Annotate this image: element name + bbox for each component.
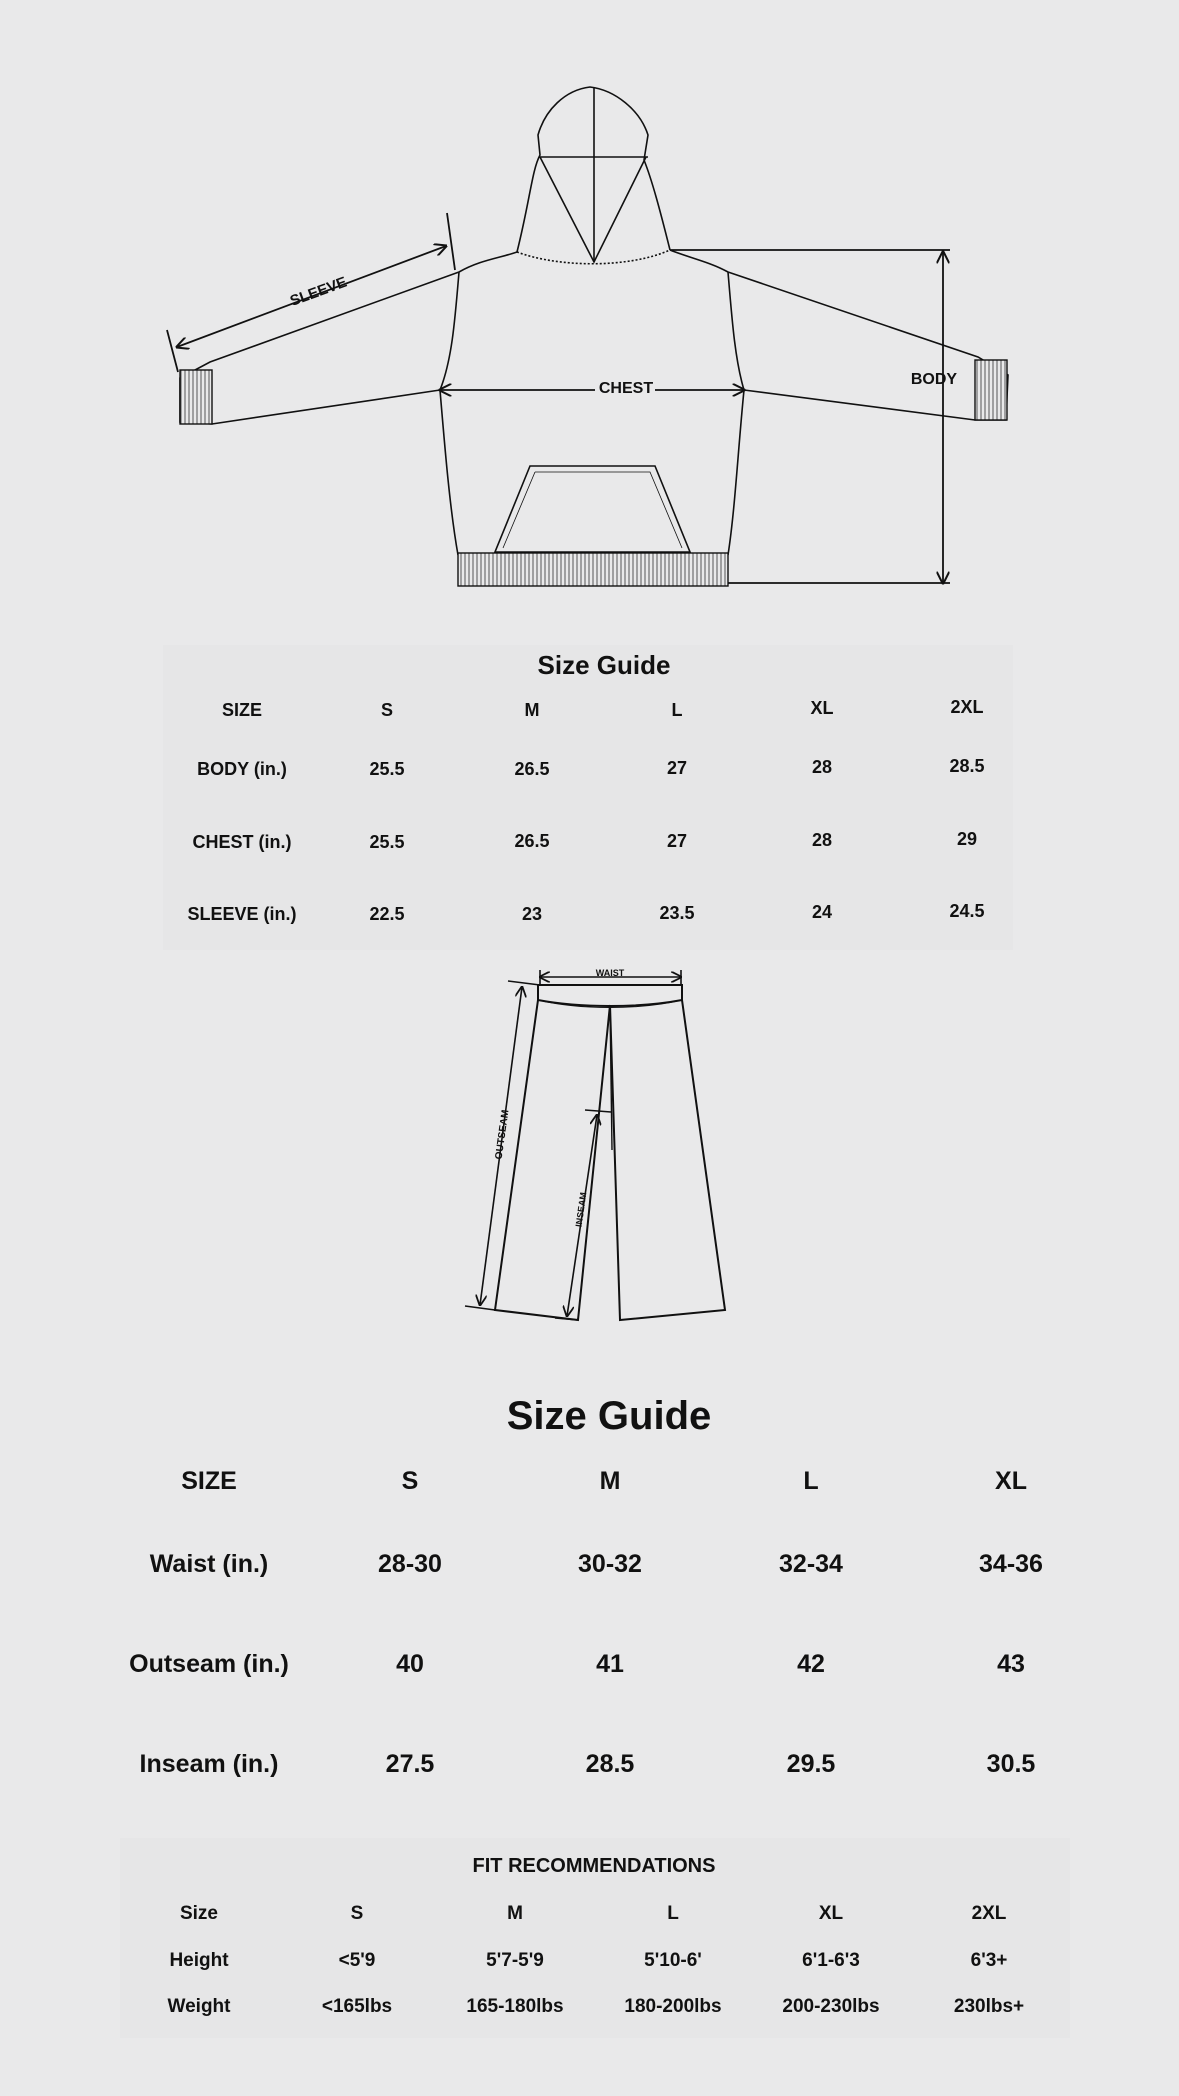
hoodie-diagram <box>0 0 1179 620</box>
table-cell: 230lbs+ <box>953 1996 1025 2017</box>
pants-diagram <box>0 960 1179 1330</box>
table-cell: 41 <box>596 1650 624 1678</box>
table-cell: 26.5 <box>514 759 550 779</box>
table-cell: 28 <box>811 757 833 777</box>
table-cell: 6'1-6'3 <box>802 1950 860 1971</box>
right-sleeve <box>728 272 1008 420</box>
table-row-label: Weight <box>167 1996 231 2017</box>
table-row-label: BODY (in.) <box>197 759 287 779</box>
table-cell: 165-180lbs <box>466 1996 564 2017</box>
table-header-cell: SIZE <box>181 1467 237 1495</box>
table-cell: 5'10-6' <box>644 1950 702 1971</box>
table-header-cell: S <box>350 1903 364 1924</box>
pants-outline <box>538 985 682 1006</box>
table-row-label: Inseam (in.) <box>139 1750 279 1778</box>
table-cell: 26.5 <box>514 831 550 851</box>
table-cell: 27.5 <box>385 1750 435 1778</box>
table-row-label: Height <box>169 1950 229 1971</box>
table-row-label: SLEEVE (in.) <box>187 904 297 924</box>
table-row-label: CHEST (in.) <box>192 832 292 852</box>
table-header-cell: S <box>401 1467 419 1495</box>
right-cuff <box>975 360 1007 420</box>
table-cell: 24 <box>811 902 833 922</box>
table-header-cell: L <box>803 1467 819 1495</box>
table-cell: 22.5 <box>369 904 405 924</box>
table-header-cell: 2XL <box>950 697 984 717</box>
table-cell: 28.5 <box>949 756 985 776</box>
chest-label: CHEST <box>598 380 654 397</box>
table-cell: 23 <box>521 904 543 924</box>
table-cell: 28.5 <box>585 1750 635 1778</box>
table-cell: 28-30 <box>378 1550 442 1578</box>
table-header-cell: XL <box>810 698 834 718</box>
hoodie-body <box>440 250 744 555</box>
table-cell: 6'3+ <box>970 1950 1008 1971</box>
table-cell: 24.5 <box>949 901 985 921</box>
table-row-label: Outseam (in.) <box>129 1650 289 1678</box>
table-cell: 5'7-5'9 <box>486 1950 544 1971</box>
table-cell: 32-34 <box>779 1550 843 1578</box>
table-cell: 180-200lbs <box>624 1996 722 2017</box>
table-header-cell: M <box>524 700 540 720</box>
table-cell: 43 <box>997 1650 1025 1678</box>
sleeve-label: SLEEVE <box>287 273 350 310</box>
table-row-label: Waist (in.) <box>149 1550 269 1578</box>
table-header-cell: SIZE <box>221 700 263 720</box>
table-cell: 42 <box>797 1650 825 1678</box>
table-header-cell: Size <box>179 1903 219 1924</box>
table-header-cell: L <box>671 700 683 720</box>
table-cell: 34-36 <box>979 1550 1043 1578</box>
table-cell: 25.5 <box>369 832 405 852</box>
table-header-cell: XL <box>818 1903 844 1924</box>
table-cell: 23.5 <box>659 903 695 923</box>
pants-table-title: Size Guide <box>506 1394 712 1438</box>
table-cell: 30-32 <box>578 1550 642 1578</box>
table-cell: <165lbs <box>321 1996 393 2017</box>
table-header-cell: S <box>380 700 394 720</box>
hoodie-table-title: Size Guide <box>537 650 671 680</box>
table-header-cell: M <box>599 1467 621 1495</box>
kangaroo-pocket <box>495 466 690 552</box>
body-label: BODY <box>910 371 958 388</box>
table-cell: 27 <box>666 831 688 851</box>
outseam-label: OUTSEAM <box>493 1109 512 1161</box>
table-cell: 25.5 <box>369 759 405 779</box>
table-cell: 29 <box>956 829 978 849</box>
table-cell: <5'9 <box>338 1950 376 1971</box>
waist-label: WAIST <box>595 968 625 978</box>
table-header-cell: M <box>507 1903 523 1924</box>
table-header-cell: 2XL <box>971 1903 1007 1924</box>
fit-table-title: FIT RECOMMENDATIONS <box>472 1855 716 1877</box>
waistband <box>458 553 728 586</box>
table-cell: 27 <box>666 758 688 778</box>
table-cell: 200-230lbs <box>782 1996 880 2017</box>
table-cell: 28 <box>811 830 833 850</box>
table-header-cell: XL <box>995 1467 1027 1495</box>
table-cell: 29.5 <box>786 1750 836 1778</box>
left-cuff <box>180 370 212 424</box>
table-cell: 30.5 <box>986 1750 1036 1778</box>
table-cell: 40 <box>396 1650 424 1678</box>
table-header-cell: L <box>667 1903 679 1924</box>
inseam-label: INSEAM <box>573 1191 589 1228</box>
